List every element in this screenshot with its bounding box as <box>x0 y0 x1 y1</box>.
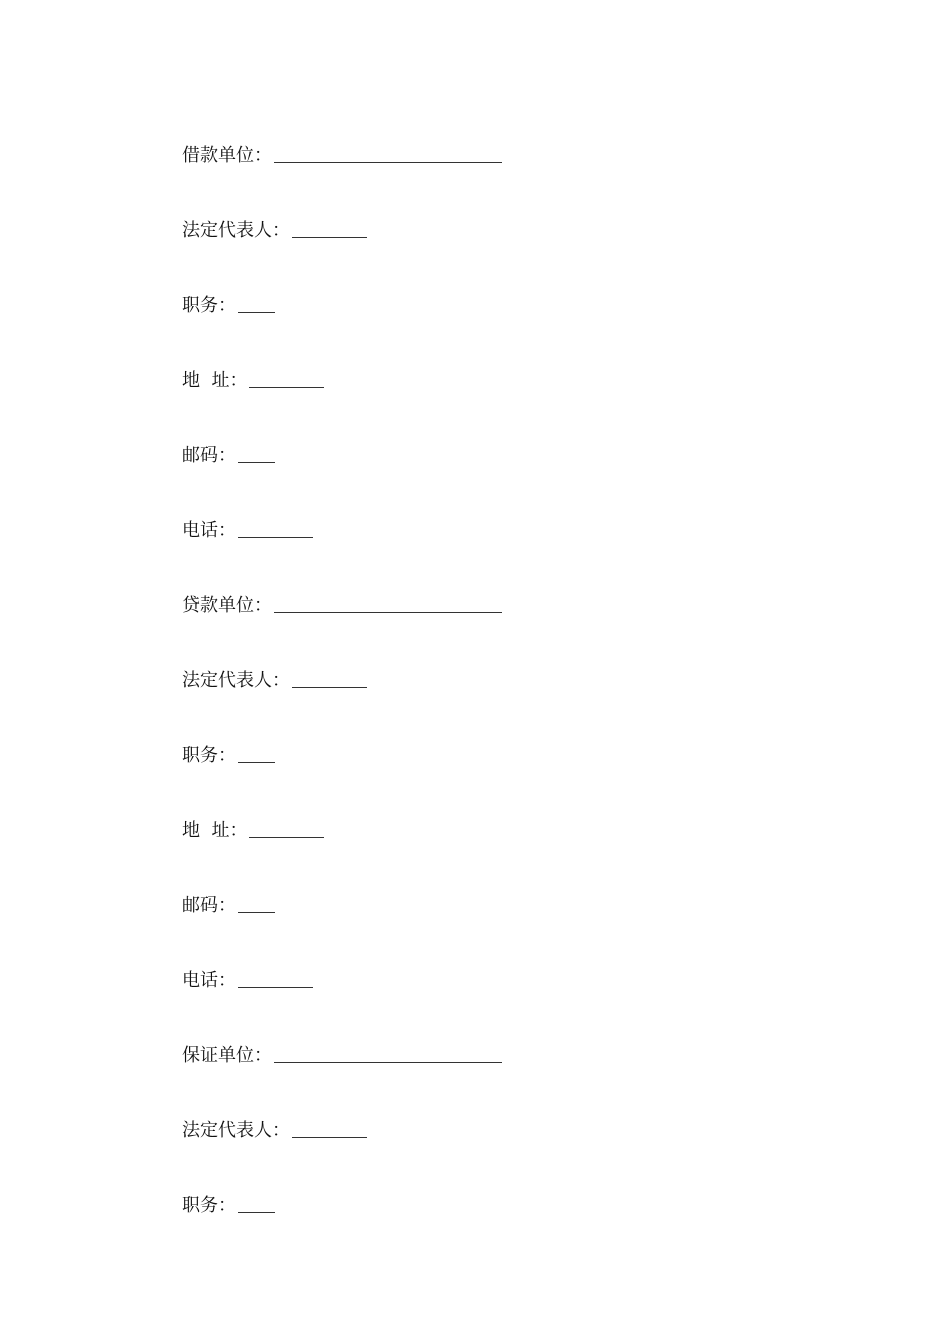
blank-line <box>292 1117 367 1138</box>
blank-line <box>274 142 502 163</box>
blank-line <box>292 667 367 688</box>
field-guarantor-legal-representative <box>182 1117 782 1192</box>
field-label: 职务： <box>182 295 236 316</box>
blank-line <box>238 442 275 463</box>
field-label: 电话： <box>182 520 236 541</box>
field-label: 法定代表人： <box>182 1120 290 1141</box>
blank-line <box>249 817 324 838</box>
blank-line <box>238 967 313 988</box>
field-label: 职务： <box>182 745 236 766</box>
field-label: 法定代表人： <box>182 670 290 691</box>
field-label: 地 址： <box>182 820 248 841</box>
field-borrower-unit <box>182 142 782 217</box>
blank-line <box>238 517 313 538</box>
field-guarantor-unit <box>182 1042 782 1117</box>
field-lender-position <box>182 742 782 817</box>
field-borrower-postcode <box>182 442 782 517</box>
blank-line <box>292 217 367 238</box>
field-guarantor-position <box>182 1192 782 1267</box>
blank-line <box>238 892 275 913</box>
field-lender-phone <box>182 967 782 1042</box>
field-label: 贷款单位： <box>182 595 272 616</box>
field-label: 职务： <box>182 1195 236 1216</box>
field-lender-postcode <box>182 892 782 967</box>
field-label: 保证单位： <box>182 1045 272 1066</box>
field-label: 法定代表人： <box>182 220 290 241</box>
field-borrower-position <box>182 292 782 367</box>
field-borrower-address <box>182 367 782 442</box>
blank-line <box>238 1192 275 1213</box>
blank-line <box>238 292 275 313</box>
field-label: 邮码： <box>182 445 236 466</box>
field-label: 邮码： <box>182 895 236 916</box>
field-borrower-phone <box>182 517 782 592</box>
blank-line <box>238 742 275 763</box>
blank-line <box>274 592 502 613</box>
field-lender-address <box>182 817 782 892</box>
field-lender-legal-representative <box>182 667 782 742</box>
field-label: 电话： <box>182 970 236 991</box>
contract-party-fields <box>182 142 782 1267</box>
field-label: 借款单位： <box>182 145 272 166</box>
blank-line <box>249 367 324 388</box>
field-label: 地 址： <box>182 370 248 391</box>
field-lender-unit <box>182 592 782 667</box>
blank-line <box>274 1042 502 1063</box>
field-borrower-legal-representative <box>182 217 782 292</box>
